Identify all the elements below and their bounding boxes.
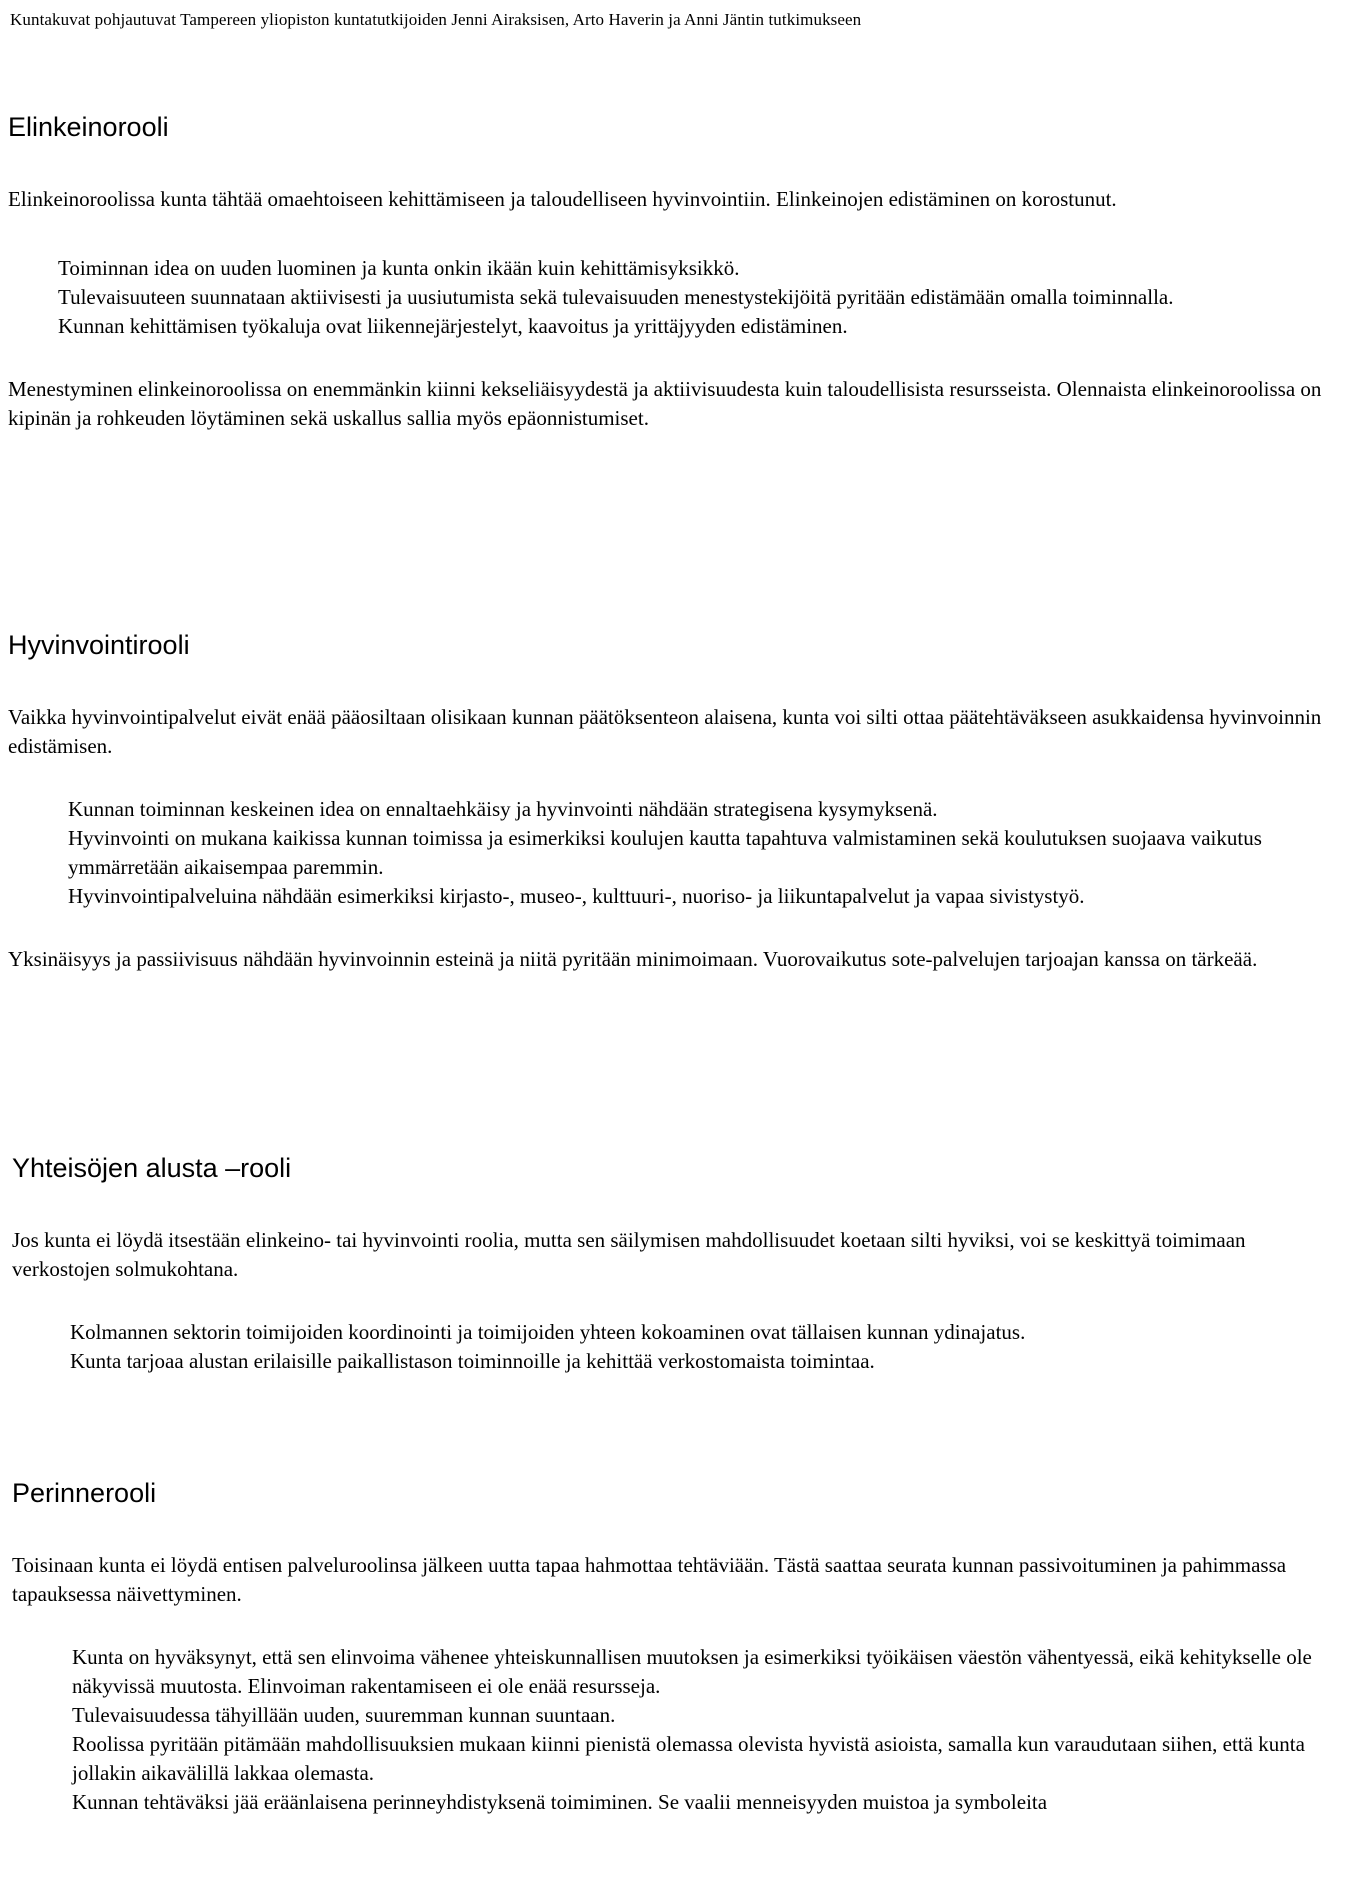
section-intro: Vaikka hyvinvointipalvelut eivät enää pääosiltaan olisikaan kunnan päätöksenteon alaisena, kunta voi silti ottaa päätehtäväkseen asukkaidensa hyvinvoinnin edistämisen. [8, 705, 1322, 758]
list-item: Kolmannen sektorin toimijoiden koordinointi ja toimijoiden yhteen kokoaminen ovat tällaisen kunnan ydinajatus. [70, 1320, 1026, 1344]
list-item: Kunta on hyväksynyt, että sen elinvoima vähenee yhteiskunnallisen muutoksen ja esimerkiksi työikäisen väestön vähentyessä, eikä kehitykselle ole näkyvissä muutosta. Elinvoiman rakentamiseen ei ole enää resursseja. [72, 1645, 1312, 1698]
list-item: Toiminnan idea on uuden luominen ja kunta onkin ikään kuin kehittämisyksikkö. [58, 256, 740, 280]
section-outro: Menestyminen elinkeinoroolissa on enemmänkin kiinni kekseliäisyydestä ja aktiivisuudesta kuin taloudellisista resursseista. Olennaista elinkeinoroolissa on kipinän ja rohkeuden löytäminen sekä uskallus sallia myös epäonnistumiset. [8, 377, 1322, 430]
source-note: Kuntakuvat pohjautuvat Tampereen yliopiston kuntatutkijoiden Jenni Airaksisen, Arto Haverin ja Anni Jäntin tutkimukseen [10, 10, 862, 29]
list-item: Roolissa pyritään pitämään mahdollisuuksien mukaan kiinni pienistä olemassa olevista hyvistä asioista, samalla kun varaudutaan siihen, että kunta jollakin aikavälillä lakkaa olemasta. [72, 1732, 1305, 1785]
section-heading: Hyvinvointirooli [8, 630, 190, 660]
section-hyvinvointirooli [8, 630, 1338, 974]
bullet-list [12, 1318, 1342, 1376]
bullet-list [8, 254, 1338, 341]
list-item: Kunnan kehittämisen työkaluja ovat liikennejärjestelyt, kaavoitus ja yrittäjyyden edistäminen. [58, 314, 848, 338]
section-perinnerooli [12, 1478, 1342, 1817]
list-item: Kunnan toiminnan keskeinen idea on ennaltaehkäisy ja hyvinvointi nähdään strategisena kysymyksenä. [68, 797, 938, 821]
section-yhteisojen-alusta [12, 1153, 1342, 1376]
list-item: Tulevaisuuteen suunnataan aktiivisesti ja uusiutumista sekä tulevaisuuden menestystekijöitä pyritään edistämään omalla toiminnalla. [58, 285, 1174, 309]
section-heading: Elinkeinorooli [8, 112, 169, 142]
section-intro: Toisinaan kunta ei löydä entisen palveluroolinsa jälkeen uutta tapaa hahmottaa tehtäviään. Tästä saattaa seurata kunnan passivoituminen ja pahimmassa tapauksessa näivettyminen. [12, 1553, 1287, 1606]
list-item: Hyvinvointipalveluina nähdään esimerkiksi kirjasto-, museo-, kulttuuri-, nuoriso- ja liikuntapalvelut ja vapaa sivistystyö. [68, 884, 1085, 908]
bullet-list [8, 795, 1338, 911]
section-intro: Elinkeinoroolissa kunta tähtää omaehtoiseen kehittämiseen ja taloudelliseen hyvinvointiin. Elinkeinojen edistäminen on korostunut. [8, 187, 1117, 211]
list-item: Hyvinvointi on mukana kaikissa kunnan toimissa ja esimerkiksi koulujen kautta tapahtuva valmistaminen sekä koulutuksen suojaava vaikutus ymmärretään aikaisempaa paremmin. [68, 826, 1262, 879]
list-item: Kunnan tehtäväksi jää eräänlaisena perinneyhdistyksenä toimiminen. Se vaalii menneisyyden muistoa ja symboleita [72, 1790, 1048, 1814]
section-intro: Jos kunta ei löydä itsestään elinkeino- tai hyvinvointi roolia, mutta sen säilymisen mahdollisuudet koetaan silti hyviksi, voi se keskittyä toimimaan verkostojen solmukohtana. [12, 1228, 1246, 1281]
section-heading: Yhteisöjen alusta –rooli [12, 1153, 292, 1183]
list-item: Kunta tarjoaa alustan erilaisille paikallistason toiminnoille ja kehittää verkostomaista toimintaa. [70, 1349, 875, 1373]
section-elinkeinorooli [8, 112, 1338, 433]
section-outro: Yksinäisyys ja passiivisuus nähdään hyvinvoinnin esteinä ja niitä pyritään minimoimaan. Vuorovaikutus sote-palvelujen tarjoajan kanssa on tärkeää. [8, 947, 1258, 971]
bullet-list [12, 1643, 1342, 1817]
section-heading: Perinnerooli [12, 1478, 157, 1508]
list-item: Tulevaisuudessa tähyillään uuden, suuremman kunnan suuntaan. [72, 1703, 616, 1727]
